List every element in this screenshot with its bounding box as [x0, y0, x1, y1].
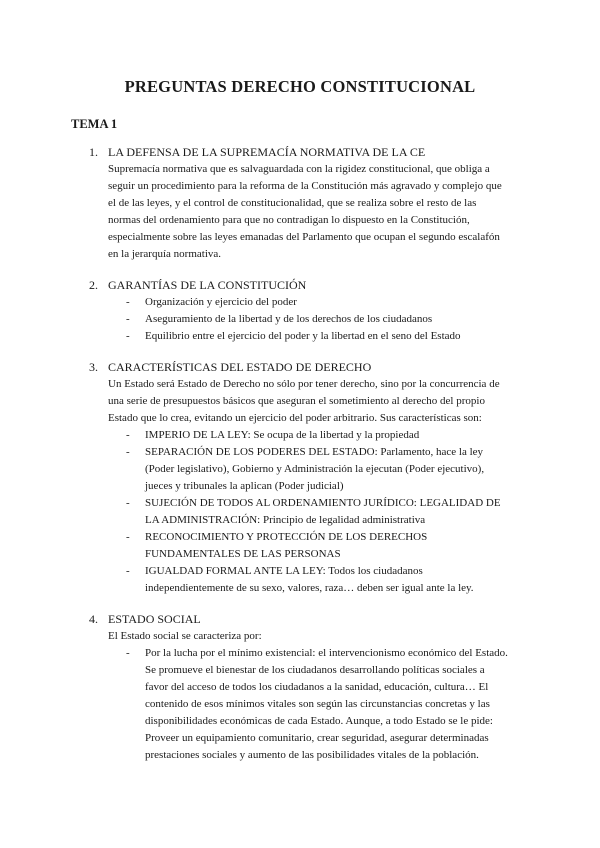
dash-bullet-icon: - [126, 565, 130, 577]
dash-bullet-icon: - [126, 446, 130, 458]
document-title: PREGUNTAS DERECHO CONSTITUCIONAL [124, 77, 476, 96]
section-number: 3. [89, 360, 98, 374]
list-item [126, 294, 510, 311]
bullet-list [0, 645, 600, 764]
dash-bullet-icon: - [126, 647, 130, 659]
section-paragraph: Supremacía normativa que es salvaguardada con la rigidez constitucional, que obliga a seguir un procedimiento para la reforma de la Constitución más agravado y complejo que el de las leyes, y el control de constitucionalidad, que se realiza sobre el resto de las normas del ordenamiento para que no contradigan lo dispuesto en la Constitución, especialmente sobre las leyes emanadas del Parlamento que ocupan el segundo escalafón en la jerarquía normativa. [108, 163, 502, 260]
section-title: CARACTERÍSTICAS DEL ESTADO DE DERECHO [108, 360, 372, 374]
dash-bullet-icon: - [126, 296, 130, 308]
list-item-text: IMPERIO DE LA LEY: Se ocupa de la libertad y la propiedad [145, 429, 420, 441]
section-4 [0, 611, 600, 764]
dash-bullet-icon: - [126, 531, 130, 543]
dash-bullet-icon: - [126, 497, 130, 509]
list-item-text: Equilibrio entre el ejercicio del poder y la libertad en el seno del Estado [145, 330, 461, 342]
section-number: 4. [89, 612, 98, 626]
dash-bullet-icon: - [126, 313, 130, 325]
section-1 [0, 144, 600, 263]
list-item [126, 645, 510, 764]
section-2 [0, 277, 600, 345]
list-item [126, 328, 510, 345]
bullet-list [0, 427, 600, 597]
section-heading [0, 277, 600, 294]
section-number: 1. [89, 145, 98, 159]
section-title: LA DEFENSA DE LA SUPREMACÍA NORMATIVA DE LA CE [108, 145, 426, 159]
list-item-text: RECONOCIMIENTO Y PROTECCIÓN DE LOS DERECHOS FUNDAMENTALES DE LAS PERSONAS [145, 531, 428, 560]
section-title: GARANTÍAS DE LA CONSTITUCIÓN [108, 278, 307, 292]
list-item-text: Aseguramiento de la libertad y de los derechos de los ciudadanos [145, 313, 433, 325]
list-item [126, 427, 510, 444]
list-item-text: Por la lucha por el mínimo existencial: el intervencionismo económico del Estado. Se promueve el bienestar de los ciudadanos desarrollando políticas sociales a favor del acceso de todos los ciudadanos a la sanidad, educación, cultura… El contenido de esos mínimos vitales son según las circunstancias concretas y las disponibilidades económicas de cada Estado. Aunque, a todo Estado se le pide: Proveer un equipamiento comunitario, crear seguridad, asegurar determinadas prestaciones sociales y aumento de las posibilidades vitales de la población. [145, 647, 508, 761]
list-item [126, 495, 510, 529]
dash-bullet-icon: - [126, 429, 130, 441]
list-item-text: SEPARACIÓN DE LOS PODERES DEL ESTADO: Parlamento, hace la ley (Poder legislativo), Gobierno y Administración la ejecutan (Poder ejecutivo), jueces y tribunales la aplican (Poder judicial) [145, 446, 485, 492]
dash-bullet-icon: - [126, 330, 130, 342]
list-item-text: IGUALDAD FORMAL ANTE LA LEY: Todos los ciudadanos independientemente de su sexo, valores, raza… deben ser igual ante la ley. [145, 565, 474, 594]
list-item-text: Organización y ejercicio del poder [145, 296, 297, 308]
section-paragraph: Un Estado será Estado de Derecho no sólo por tener derecho, sino por la concurrencia de una serie de presupuestos básicos que aseguran el sometimiento al derecho del propio Estado que lo crea, evitando un ejercicio del poder arbitrario. Sus características son: [108, 378, 500, 424]
list-item [126, 529, 510, 563]
document-content [0, 144, 600, 778]
tema-heading: TEMA 1 [71, 117, 118, 131]
list-item [126, 311, 510, 328]
section-heading [0, 611, 600, 628]
section-heading [0, 144, 600, 161]
list-item [126, 444, 510, 495]
section-paragraph: El Estado social se caracteriza por: [108, 630, 262, 642]
section-number: 2. [89, 278, 98, 292]
section-heading [0, 359, 600, 376]
section-3 [0, 359, 600, 597]
list-item-text: SUJECIÓN DE TODOS AL ORDENAMIENTO JURÍDICO: LEGALIDAD DE LA ADMINISTRACIÓN: Principio de legalidad administrativa [145, 497, 501, 526]
list-item [126, 563, 510, 597]
bullet-list [0, 294, 600, 345]
section-title: ESTADO SOCIAL [108, 612, 201, 626]
